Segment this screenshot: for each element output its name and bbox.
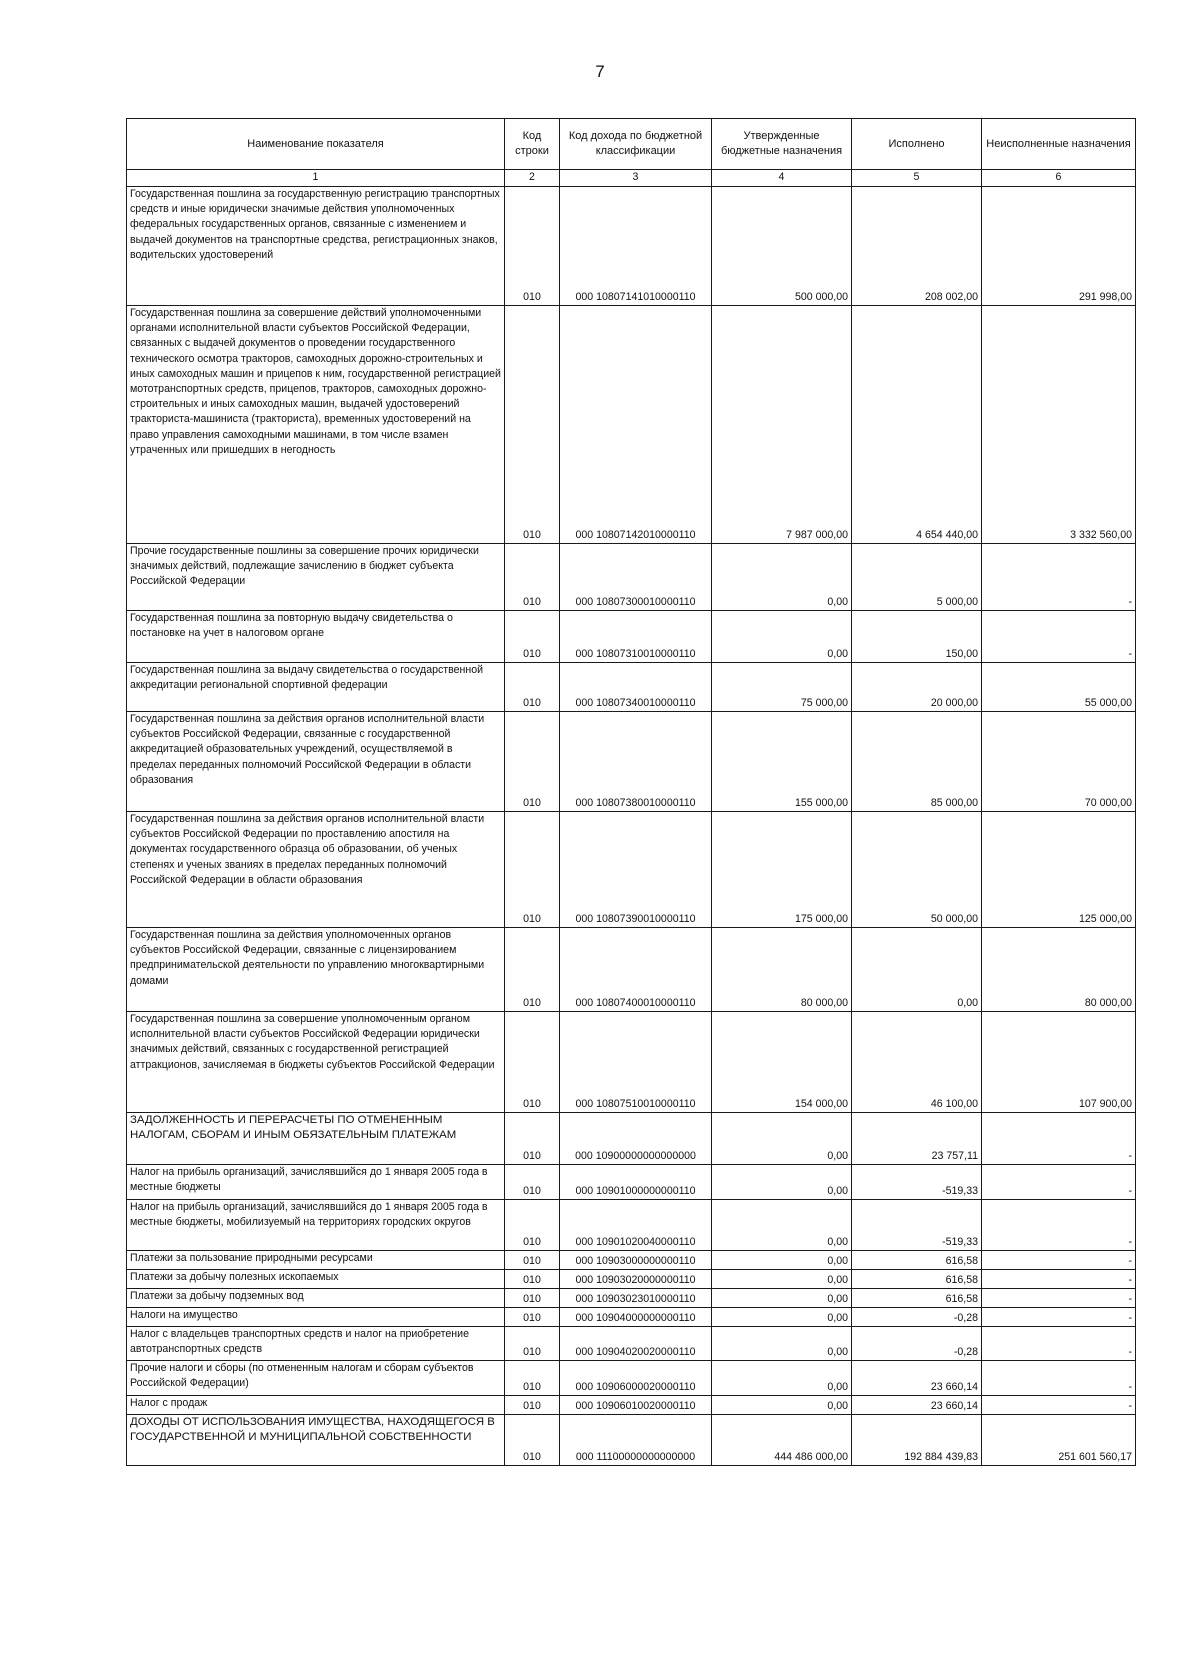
table-row xyxy=(127,1200,1136,1251)
table-row xyxy=(127,1415,1136,1466)
row-name: Платежи за пользование природными ресурсами xyxy=(127,1251,505,1270)
row-kbk: 000 10906010020000110 xyxy=(560,1396,712,1415)
row-kbk: 000 10904020020000110 xyxy=(560,1327,712,1361)
row-name: Государственная пошлина за совершение уполномоченным органом исполнительной власти субъектов Российской Федерации юридически значимых действий, связанных с государственной регистрацией аттракционов, зачисляемая в бюджеты субъектов Российской Федерации xyxy=(127,1012,505,1113)
row-executed: 616,58 xyxy=(852,1289,982,1308)
row-name: Налоги на имущество xyxy=(127,1308,505,1327)
column-number: 2 xyxy=(505,170,560,187)
row-code: 010 xyxy=(505,1165,560,1200)
column-number-row xyxy=(127,170,1136,187)
row-unexecuted: 291 998,00 xyxy=(982,187,1136,306)
table-row xyxy=(127,1270,1136,1289)
row-approved: 75 000,00 xyxy=(712,663,852,712)
row-kbk: 000 10807310010000110 xyxy=(560,611,712,663)
table-row xyxy=(127,544,1136,611)
row-code: 010 xyxy=(505,1327,560,1361)
row-executed: 20 000,00 xyxy=(852,663,982,712)
row-name: Прочие государственные пошлины за совершение прочих юридически значимых действий, подлежащие зачислению в бюджет субъекта Российской Федерации xyxy=(127,544,505,611)
row-approved: 0,00 xyxy=(712,1396,852,1415)
row-code: 010 xyxy=(505,1289,560,1308)
row-unexecuted: - xyxy=(982,1270,1136,1289)
row-code: 010 xyxy=(505,1200,560,1251)
row-executed: -519,33 xyxy=(852,1165,982,1200)
row-name: Прочие налоги и сборы (по отмененным налогам и сборам субъектов Российской Федерации) xyxy=(127,1361,505,1396)
row-code: 010 xyxy=(505,1012,560,1113)
table-row xyxy=(127,611,1136,663)
row-unexecuted: 251 601 560,17 xyxy=(982,1415,1136,1466)
page-number: 7 xyxy=(595,62,605,81)
row-kbk: 000 10901000000000110 xyxy=(560,1165,712,1200)
row-name: Государственная пошлина за действия уполномоченных органов субъектов Российской Федерации, связанные с лицензированием предпринимательской деятельности по управлению многоквартирными домами xyxy=(127,928,505,1012)
row-code: 010 xyxy=(505,663,560,712)
table-row xyxy=(127,1012,1136,1113)
row-name: Налог с владельцев транспортных средств и налог на приобретение автотранспортных средств xyxy=(127,1327,505,1361)
header-name: Наименование показателя xyxy=(127,119,505,170)
row-name: Платежи за добычу подземных вод xyxy=(127,1289,505,1308)
row-unexecuted: - xyxy=(982,1308,1136,1327)
row-executed: 616,58 xyxy=(852,1270,982,1289)
table-row xyxy=(127,306,1136,544)
row-code: 010 xyxy=(505,544,560,611)
table-row xyxy=(127,1251,1136,1270)
row-code: 010 xyxy=(505,712,560,812)
row-name: Государственная пошлина за повторную выдачу свидетельства о постановке на учет в налоговом органе xyxy=(127,611,505,663)
row-executed: 50 000,00 xyxy=(852,812,982,928)
table-row xyxy=(127,1308,1136,1327)
row-name: Налог на прибыль организаций, зачислявшийся до 1 января 2005 года в местные бюджеты, мобилизуемый на территориях городских округов xyxy=(127,1200,505,1251)
row-name: Государственная пошлина за совершение действий уполномоченными органами исполнительной власти субъектов Российской Федерации, связанных с выдачей документов о проведении государственного технического осмотра тракторов, самоходных дорожно-строительных и иных самоходных машин и прицепов к ним, государственной регистрацией мототранспортных средств, прицепов, тракторов, самоходных дорожно-строительных и иных самоходных машин, выдачей удостоверений тракториста-машиниста (тракториста), временных удостоверений на право управления самоходными машинами, в том числе взамен утраченных или пришедших в негодность xyxy=(127,306,505,544)
row-kbk: 000 10807142010000110 xyxy=(560,306,712,544)
row-approved: 0,00 xyxy=(712,544,852,611)
row-kbk: 000 10903023010000110 xyxy=(560,1289,712,1308)
table-row xyxy=(127,1113,1136,1165)
row-executed: 23 660,14 xyxy=(852,1396,982,1415)
row-executed: 616,58 xyxy=(852,1251,982,1270)
row-code: 010 xyxy=(505,1308,560,1327)
row-executed: 192 884 439,83 xyxy=(852,1415,982,1466)
header-row xyxy=(127,119,1136,170)
row-approved: 0,00 xyxy=(712,1113,852,1165)
row-kbk: 000 10901020040000110 xyxy=(560,1200,712,1251)
column-number: 4 xyxy=(712,170,852,187)
row-unexecuted: 80 000,00 xyxy=(982,928,1136,1012)
row-unexecuted: 55 000,00 xyxy=(982,663,1136,712)
row-name: Государственная пошлина за выдачу свидетельства о государственной аккредитации региональной спортивной федерации xyxy=(127,663,505,712)
row-approved: 0,00 xyxy=(712,1251,852,1270)
row-approved: 500 000,00 xyxy=(712,187,852,306)
row-unexecuted: - xyxy=(982,1361,1136,1396)
row-kbk: 000 10904000000000110 xyxy=(560,1308,712,1327)
table-row xyxy=(127,928,1136,1012)
header-executed: Исполнено xyxy=(852,119,982,170)
table-row xyxy=(127,187,1136,306)
row-code: 010 xyxy=(505,611,560,663)
row-kbk: 000 10807380010000110 xyxy=(560,712,712,812)
table-row xyxy=(127,1165,1136,1200)
row-approved: 7 987 000,00 xyxy=(712,306,852,544)
row-executed: 85 000,00 xyxy=(852,712,982,812)
row-approved: 0,00 xyxy=(712,1289,852,1308)
row-approved: 0,00 xyxy=(712,1308,852,1327)
budget-execution-table xyxy=(126,118,1136,1466)
table-row xyxy=(127,1361,1136,1396)
row-name: Государственная пошлина за действия органов исполнительной власти субъектов Российской Федерации по проставлению апостиля на документах государственного образца об образовании, об ученых степенях и ученых званиях в пределах переданных полномочий Российской Федерации в области образования xyxy=(127,812,505,928)
row-code: 010 xyxy=(505,1251,560,1270)
header-kbk: Код дохода по бюджетной классификации xyxy=(560,119,712,170)
column-number: 6 xyxy=(982,170,1136,187)
row-name: ЗАДОЛЖЕННОСТЬ И ПЕРЕРАСЧЕТЫ ПО ОТМЕНЕННЫМ НАЛОГАМ, СБОРАМ И ИНЫМ ОБЯЗАТЕЛЬНЫМ ПЛАТЕЖАМ xyxy=(127,1113,505,1165)
row-executed: 23 660,14 xyxy=(852,1361,982,1396)
row-kbk: 000 10807300010000110 xyxy=(560,544,712,611)
row-kbk: 000 10807340010000110 xyxy=(560,663,712,712)
row-approved: 155 000,00 xyxy=(712,712,852,812)
row-code: 010 xyxy=(505,1415,560,1466)
row-name: Платежи за добычу полезных ископаемых xyxy=(127,1270,505,1289)
row-unexecuted: - xyxy=(982,1165,1136,1200)
row-approved: 175 000,00 xyxy=(712,812,852,928)
row-code: 010 xyxy=(505,928,560,1012)
row-executed: -0,28 xyxy=(852,1308,982,1327)
row-executed: 46 100,00 xyxy=(852,1012,982,1113)
row-code: 010 xyxy=(505,1270,560,1289)
row-unexecuted: - xyxy=(982,1327,1136,1361)
table-row xyxy=(127,1396,1136,1415)
row-code: 010 xyxy=(505,1113,560,1165)
row-unexecuted: - xyxy=(982,611,1136,663)
row-unexecuted: - xyxy=(982,1113,1136,1165)
table-row xyxy=(127,663,1136,712)
row-kbk: 000 10903000000000110 xyxy=(560,1251,712,1270)
row-name: ДОХОДЫ ОТ ИСПОЛЬЗОВАНИЯ ИМУЩЕСТВА, НАХОДЯЩЕГОСЯ В ГОСУДАРСТВЕННОЙ И МУНИЦИПАЛЬНОЙ СОБСТВЕННОСТИ xyxy=(127,1415,505,1466)
row-kbk: 000 10903020000000110 xyxy=(560,1270,712,1289)
row-unexecuted: - xyxy=(982,1289,1136,1308)
row-unexecuted: 125 000,00 xyxy=(982,812,1136,928)
row-approved: 0,00 xyxy=(712,1165,852,1200)
row-kbk: 000 10906000020000110 xyxy=(560,1361,712,1396)
header-approved: Утвержденные бюджетные назначения xyxy=(712,119,852,170)
row-kbk: 000 10807400010000110 xyxy=(560,928,712,1012)
table-row xyxy=(127,712,1136,812)
row-executed: 208 002,00 xyxy=(852,187,982,306)
row-approved: 0,00 xyxy=(712,1270,852,1289)
row-approved: 0,00 xyxy=(712,1361,852,1396)
row-executed: 0,00 xyxy=(852,928,982,1012)
row-unexecuted: 70 000,00 xyxy=(982,712,1136,812)
row-code: 010 xyxy=(505,812,560,928)
row-unexecuted: - xyxy=(982,544,1136,611)
row-unexecuted: 107 900,00 xyxy=(982,1012,1136,1113)
header-unexecuted: Неисполненные назначения xyxy=(982,119,1136,170)
table-row xyxy=(127,1289,1136,1308)
column-number: 5 xyxy=(852,170,982,187)
row-approved: 80 000,00 xyxy=(712,928,852,1012)
row-name: Государственная пошлина за государственную регистрацию транспортных средств и иные юридически значимые действия уполномоченных федеральных государственных органов, связанные с изменением и выдачей документов на транспортные средства, регистрационных знаков, водительских удостоверений xyxy=(127,187,505,306)
row-executed: 150,00 xyxy=(852,611,982,663)
row-kbk: 000 10807390010000110 xyxy=(560,812,712,928)
row-name: Налог на прибыль организаций, зачислявшийся до 1 января 2005 года в местные бюджеты xyxy=(127,1165,505,1200)
row-kbk: 000 10900000000000000 xyxy=(560,1113,712,1165)
row-executed: 4 654 440,00 xyxy=(852,306,982,544)
row-name: Налог с продаж xyxy=(127,1396,505,1415)
row-unexecuted: - xyxy=(982,1251,1136,1270)
row-approved: 0,00 xyxy=(712,611,852,663)
row-kbk: 000 11100000000000000 xyxy=(560,1415,712,1466)
header-row-code: Код строки xyxy=(505,119,560,170)
column-number: 1 xyxy=(127,170,505,187)
column-number: 3 xyxy=(560,170,712,187)
row-code: 010 xyxy=(505,306,560,544)
row-executed: 5 000,00 xyxy=(852,544,982,611)
row-approved: 154 000,00 xyxy=(712,1012,852,1113)
row-approved: 0,00 xyxy=(712,1200,852,1251)
row-code: 010 xyxy=(505,1396,560,1415)
row-unexecuted: 3 332 560,00 xyxy=(982,306,1136,544)
row-executed: -0,28 xyxy=(852,1327,982,1361)
row-approved: 444 486 000,00 xyxy=(712,1415,852,1466)
row-unexecuted: - xyxy=(982,1200,1136,1251)
row-code: 010 xyxy=(505,187,560,306)
table-row xyxy=(127,1327,1136,1361)
row-kbk: 000 10807141010000110 xyxy=(560,187,712,306)
row-unexecuted: - xyxy=(982,1396,1136,1415)
row-kbk: 000 10807510010000110 xyxy=(560,1012,712,1113)
row-code: 010 xyxy=(505,1361,560,1396)
row-executed: 23 757,11 xyxy=(852,1113,982,1165)
table-row xyxy=(127,812,1136,928)
row-executed: -519,33 xyxy=(852,1200,982,1251)
row-name: Государственная пошлина за действия органов исполнительной власти субъектов Российской Федерации, связанные с государственной аккредитацией образовательных учреждений, осуществляемой в пределах переданных полномочий Российской Федерации в области образования xyxy=(127,712,505,812)
row-approved: 0,00 xyxy=(712,1327,852,1361)
